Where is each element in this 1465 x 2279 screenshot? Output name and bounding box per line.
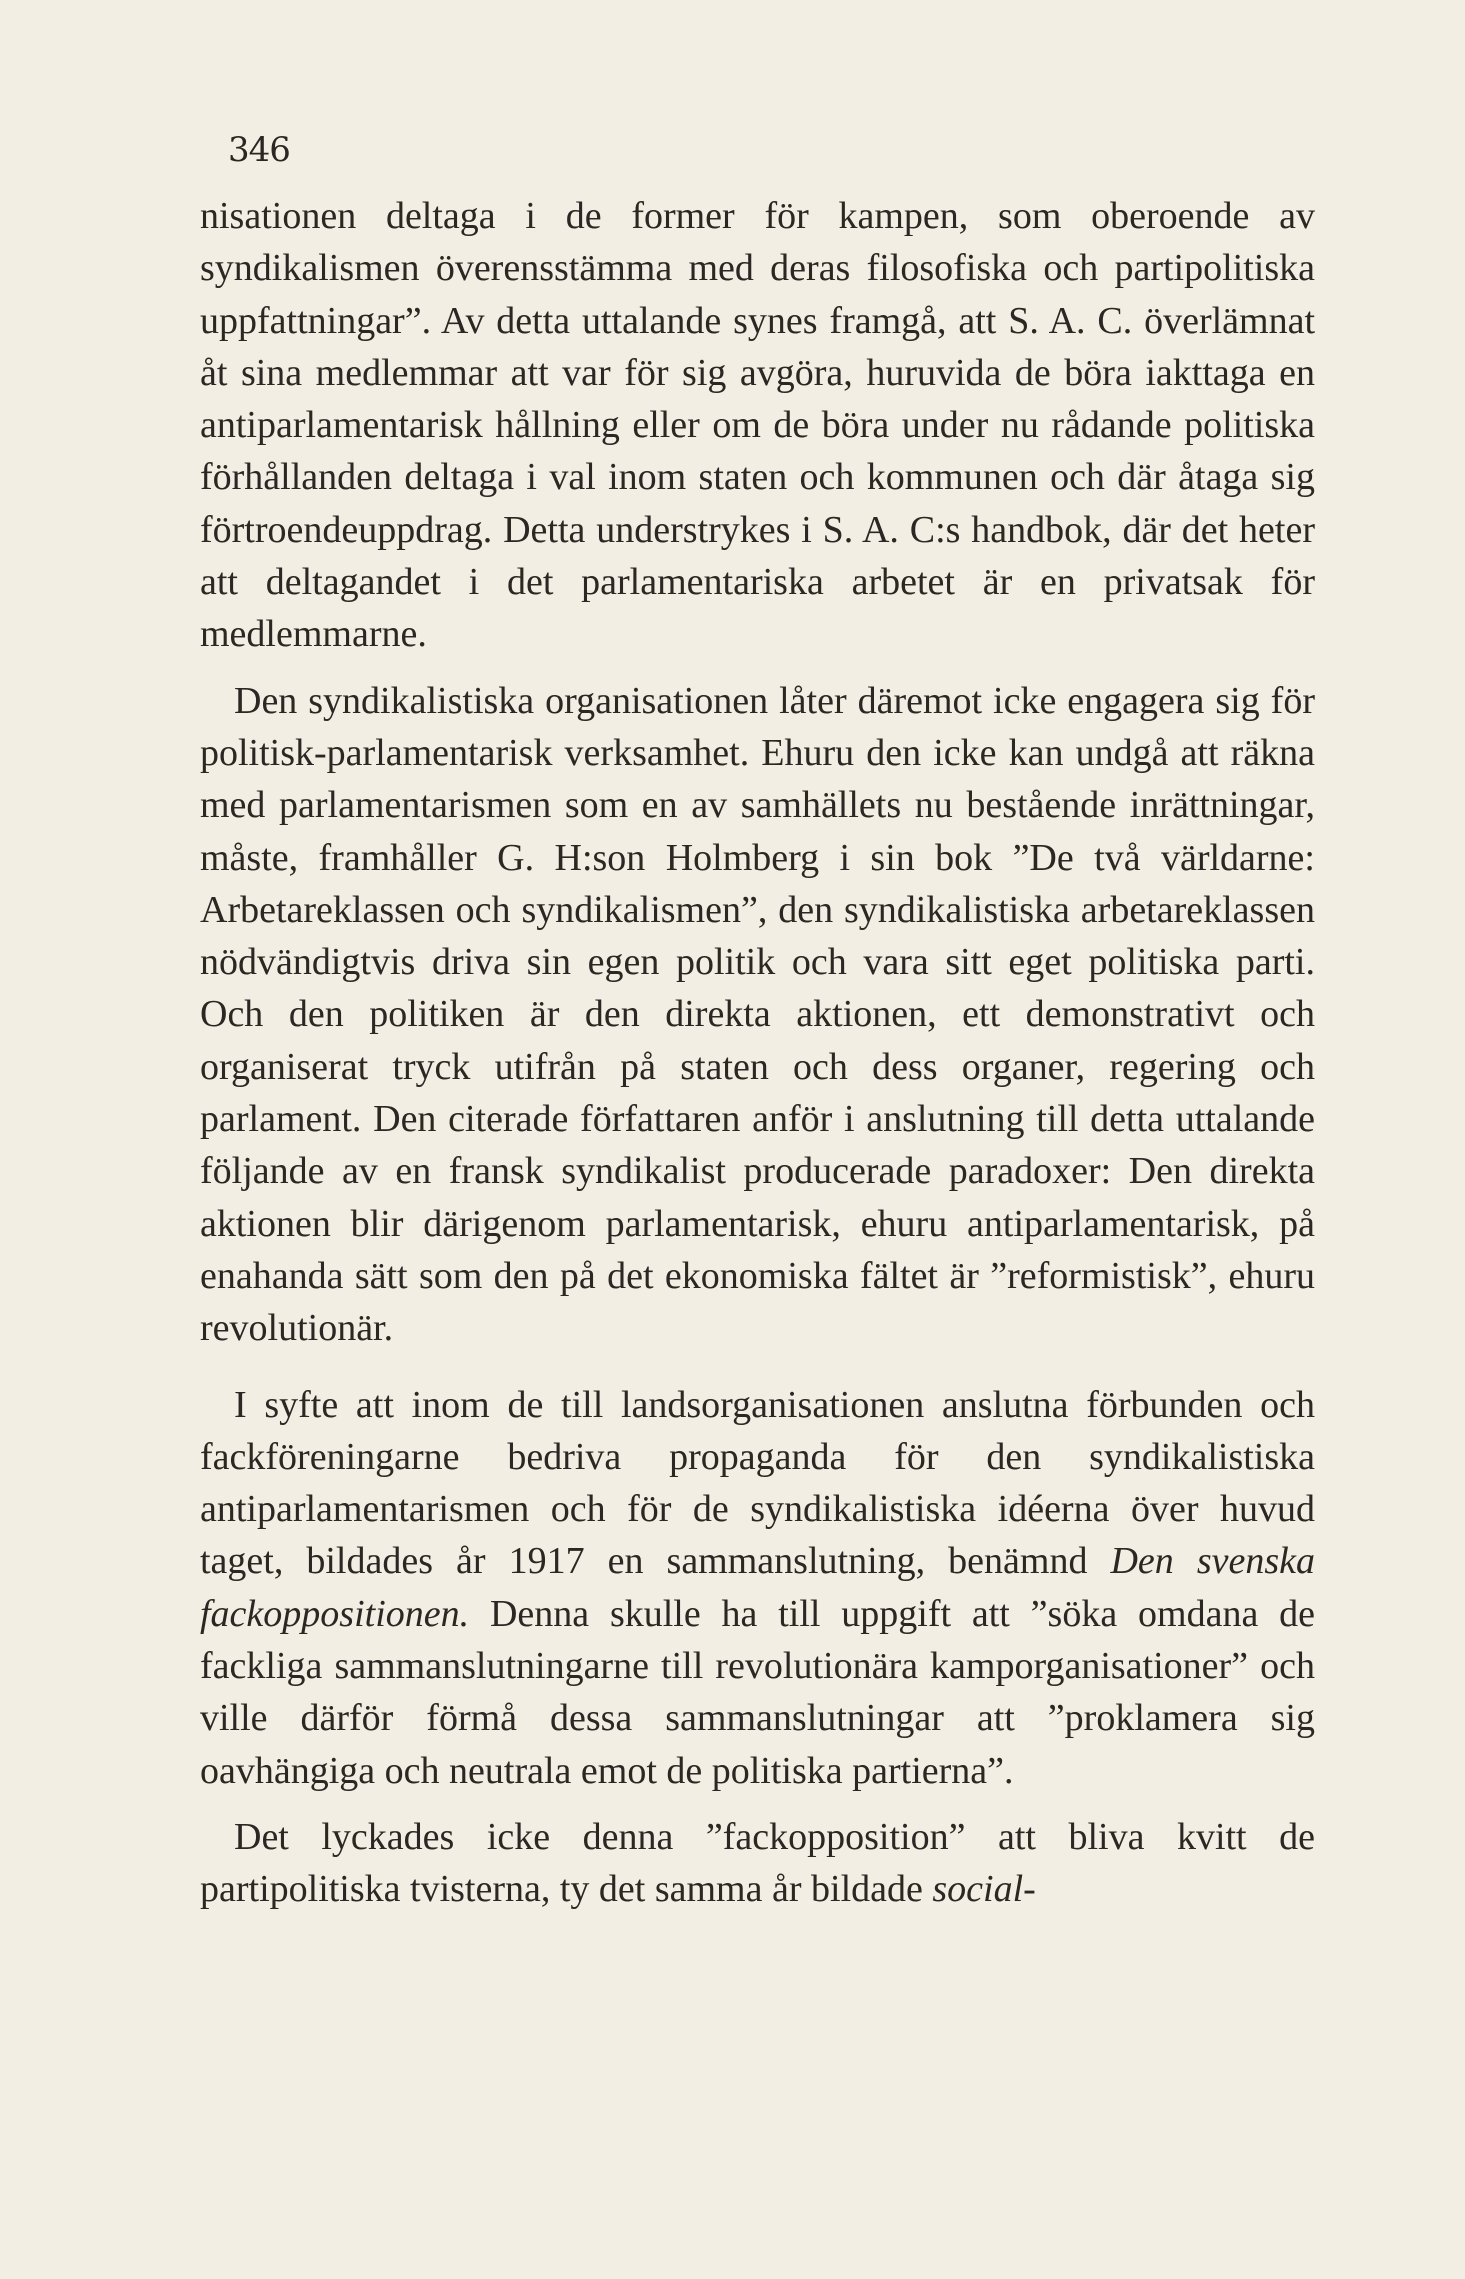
body-text <box>200 190 1315 1916</box>
paragraph-1 <box>200 190 1315 661</box>
paragraph-3-italic-title: Den svenska fackoppositionen. <box>200 1540 1315 1635</box>
paragraph-4 <box>200 1811 1315 1916</box>
paragraph-3-text-b: Denna skulle ha till uppgift att ”söka omdana de fackliga sammanslutningarne till revolutionära kamporganisationer” och ville därför förmå dessa sammanslutningar att ”proklamera sig oavhängiga och neutrala emot de politiska partierna”. <box>200 1592 1315 1792</box>
paragraph-1-text: nisationen deltaga i de former för kampen, som oberoende av syndikalismen överensstämma med deras filosofiska och partipolitiska uppfattningar”. Av detta uttalande synes framgå, att S. A. C. överlämnat åt sina medlemmar att var för sig avgöra, huruvida de böra iakttaga en antiparlamentarisk hållning eller om de böra under nu rådande politiska förhållanden deltaga i val inom staten och kommunen och där åtaga sig förtroendeuppdrag. Detta understrykes i S. A. C:s handbok, där det heter att deltagandet i det parlamentariska arbetet är en privatsak för medlemmarne. <box>200 195 1315 656</box>
paragraph-3 <box>200 1379 1315 1797</box>
paragraph-4-text: Det lyckades icke denna ”fackopposition” att bliva kvitt de partipolitiska tvisterna, ty det samma år bildade <box>200 1815 1315 1911</box>
paragraph-2 <box>200 675 1315 1355</box>
paragraph-3-text-a: I syfte att inom de till landsorganisationen anslutna förbunden och fackföreningarne bedriva propaganda för den syndikalistiska antiparlamentarismen och för de syndikalistiska idéerna över huvud taget, bildades år 1917 en sammanslutning, benämnd <box>200 1383 1315 1583</box>
page-number: 346 <box>228 130 290 170</box>
paragraph-4-italic-end: social- <box>932 1868 1036 1911</box>
paragraph-2-text: Den syndikalistiska organisationen låter däremot icke engagera sig för politisk-parlamentarisk verksamhet. Ehuru den icke kan undgå att räkna med parlamentarismen som en av samhällets nu bestående inrättningar, måste, framhåller G. H:son Holmberg i sin bok ”De två världarne: Arbetareklassen och syndikalismen”, den syndikalistiska arbetareklassen nödvändigtvis driva sin egen politik och vara sitt eget politiska parti. Och den politiken är den direkta aktionen, ett demonstrativt och organiserat tryck utifrån på staten och dess organer, regering och parlament. Den citerade författaren anför i anslutning till detta uttalande följande av en fransk syndikalist producerade paradoxer: Den direkta aktionen blir därigenom parlamentarisk, ehuru antiparlamentarisk, på enahanda sätt som den på det ekonomiska fältet är ”reformistisk”, ehuru revolutionär. <box>200 679 1315 1350</box>
